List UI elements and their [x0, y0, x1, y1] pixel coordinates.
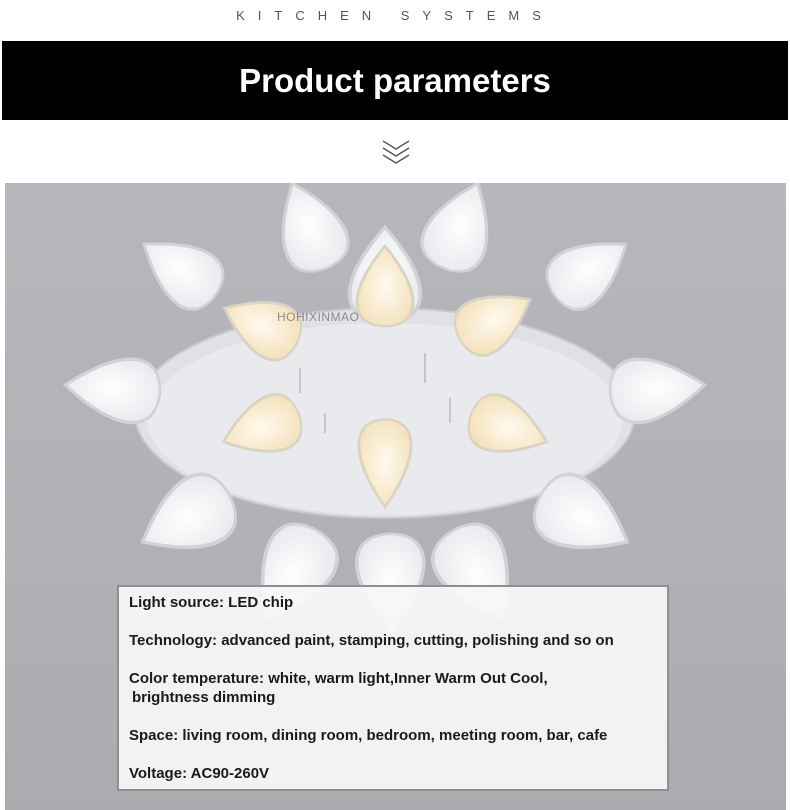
spec-technology: [129, 631, 667, 650]
watermark: HOHIXINMAO: [277, 310, 360, 324]
spec-space: [129, 726, 667, 745]
spec-text-continued: brightness dimming: [132, 689, 276, 706]
spec-text: Technology: advanced paint, stamping, cutting, polishing and so on: [129, 632, 614, 649]
spec-text: Color temperature: white, warm light,Inner Warm Out Cool,: [129, 670, 548, 687]
spec-box: [117, 585, 669, 791]
spec-text: Space: living room, dining room, bedroom, meeting room, bar, cafe: [129, 727, 608, 744]
spec-light-source: [129, 593, 667, 612]
spec-color-temperature: [129, 669, 667, 707]
spec-text: Voltage: AC90-260V: [129, 765, 270, 782]
product-photo: [5, 183, 786, 810]
chevron-down-icon: [380, 138, 412, 164]
brand-tagline: KITCHEN SYSTEMS: [236, 8, 554, 23]
spec-voltage: [129, 764, 667, 783]
title-banner: [2, 41, 788, 120]
page-title: Product parameters: [239, 61, 551, 99]
spec-text: Light source: LED chip: [129, 594, 294, 611]
